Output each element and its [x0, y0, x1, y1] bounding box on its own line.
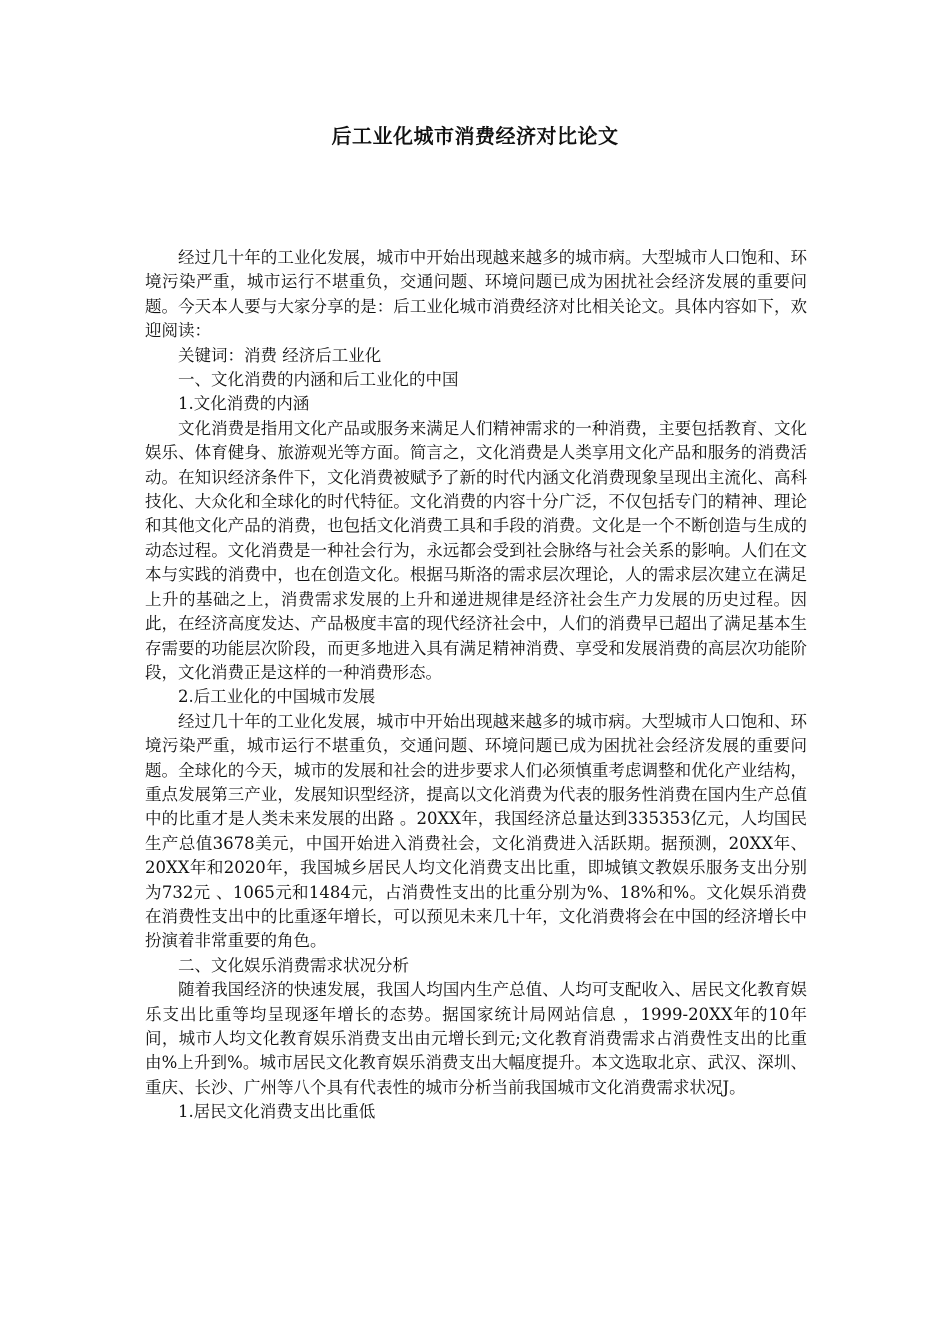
keywords-line: 关键词：消费 经济后工业化 — [178, 345, 382, 365]
body-paragraph-urban-development: 经过几十年的工业化发展，城市中开始出现越来越多的城市病。大型城市人口饱和、环境污染严重，城市运行不堪重负，交通问题、环境问题已成为困扰社会经济发展的重要问题。全球化的今天，城市的发展和社会的进步要求人们必须慎重考虑调整和优化产业结构，重点发展第三产业，发展知识型经济，提高以文化消费为代表的服务性消费在国内生产总值中的比重才是人类未来发展的出路 。20XX年，我国经济总量达到335353亿元，人均国民生产总值3678美元，中国开始进入消费社会，文化消费进入活跃期。据预测，20XX年、20XX年和2020年，我国城乡居民人均文化消费支出比重，即城镇文教娱乐服务支出分别为732元 、1065元和1484元，占消费性支出的比重分别为%、18%和%。文化娱乐消费在消费性支出中的比重逐年增长，可以预见未来几十年，文化消费将会在中国的经济增长中扮演着非常重要的角色。 — [145, 711, 807, 951]
subsection-heading-2-1: 1.居民文化消费支出比重低 — [178, 1102, 376, 1122]
document-title: 后工业化城市消费经济对比论文 — [331, 124, 619, 148]
intro-paragraph: 经过几十年的工业化发展，城市中开始出现越来越多的城市病。大型城市人口饱和、环境污染严重，城市运行不堪重负，交通问题、环境问题已成为困扰社会经济发展的重要问题。今天本人要与大家分享的是：后工业化城市消费经济对比相关论文。具体内容如下，欢迎阅读： — [145, 248, 807, 341]
section-heading-2: 二、文化娱乐消费需求状况分析 — [178, 955, 409, 975]
subsection-heading-1-1: 1.文化消费的内涵 — [178, 394, 310, 414]
body-paragraph-culture-consumption: 文化消费是指用文化产品或服务来满足人们精神需求的一种消费，主要包括教育、文化娱乐、体育健身、旅游观光等方面。简言之，文化消费是人类享用文化产品和服务的消费活动。在知识经济条件下，文化消费被赋予了新的时代内涵文化消费现象呈现出主流化、高科技化、大众化和全球化的时代特征。文化消费的内容十分广泛，不仅包括专门的精神、理论和其他文化产品的消费，也包括文化消费工具和手段的消费。文化是一个不断创造与生成的动态过程。文化消费是一种社会行为，永远都会受到社会脉络与社会关系的影响。人们在文本与实践的消费中，也在创造文化。根据马斯洛的需求层次理论，人的需求层次建立在满足上升的基础之上，消费需求发展的上升和递进规律是经济社会生产力发展的历史过程。因此，在经济高度发达、产品极度丰富的现代经济社会中，人们的消费早已超出了满足基本生存需要的功能层次阶段，而更多地进入具有满足精神消费、享受和发展消费的高层次功能阶段，文化消费正是这样的一种消费形态。 — [145, 418, 807, 682]
document-body — [145, 246, 807, 1125]
body-paragraph-demand-analysis: 随着我国经济的快速发展，我国人均国内生产总值、人均可支配收入、居民文化教育娱乐支出比重等均呈现逐年增长的态势。据国家统计局网站信息 ，1999-20XX年的10年间，城市人均文化教育娱乐消费支出由元增长到元;文化教育消费需求占消费性支出的比重由%上升到%。城市居民文化教育娱乐消费支出大幅度提升。本文选取北京、武汉、深圳、重庆、长沙、广州等八个具有代表性的城市分析当前我国城市文化消费需求状况J。 — [145, 980, 807, 1097]
subsection-heading-1-2: 2.后工业化的中国城市发展 — [178, 687, 376, 707]
section-heading-1: 一、文化消费的内涵和后工业化的中国 — [178, 370, 459, 390]
